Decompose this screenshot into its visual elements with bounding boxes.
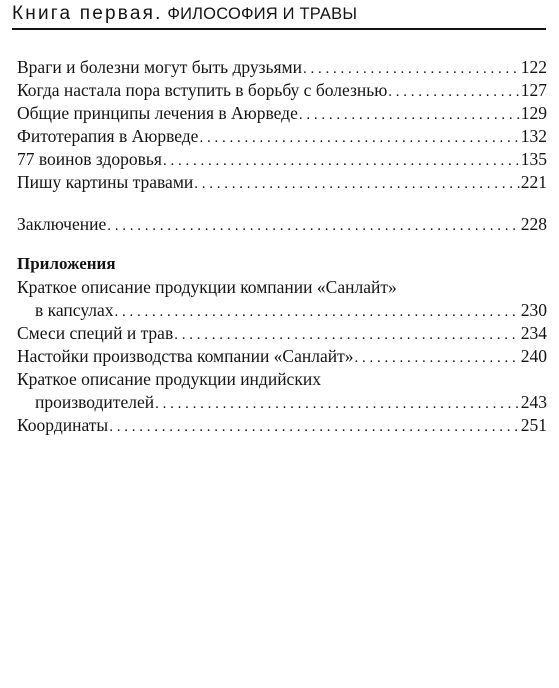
dot-leader <box>303 58 520 81</box>
toc-entry-page: 135 <box>520 149 547 169</box>
dot-leader <box>174 324 520 347</box>
toc-entry-title: Смеси специй и трав <box>17 323 174 343</box>
toc-entry-page: 221 <box>520 172 547 192</box>
toc-entry-conclusion <box>17 213 547 236</box>
toc-entry-page: 228 <box>520 214 547 234</box>
running-header <box>12 2 546 26</box>
section-title: ФИЛОСОФИЯ И ТРАВЫ <box>167 5 358 23</box>
spacer <box>17 236 547 252</box>
toc-entry-title: Когда настала пора вступить в борьбу с болезнью <box>17 80 388 100</box>
dot-leader <box>194 173 519 196</box>
toc-entry-page: 127 <box>520 80 547 100</box>
toc-entry-title-line1: Краткое описание продукции компании «Санлайт» <box>17 277 397 297</box>
table-of-contents <box>17 56 547 437</box>
toc-entry-title: Враги и болезни могут быть друзьями <box>17 57 302 77</box>
toc-entry-page: 230 <box>520 300 547 320</box>
dot-leader <box>299 104 520 127</box>
toc-entry <box>17 56 547 79</box>
toc-entry <box>17 102 547 125</box>
toc-entry-page: 240 <box>520 346 547 366</box>
toc-entry-title-line1: Краткое описание продукции индийских <box>17 369 321 389</box>
appendix-heading: Приложения <box>17 254 116 273</box>
toc-entry-title: Координаты <box>17 415 109 435</box>
toc-entry-page: 132 <box>520 126 547 146</box>
toc-entry-title: Настойки производства компании «Санлайт» <box>17 346 354 366</box>
dot-leader <box>388 81 519 104</box>
toc-entry <box>17 79 547 102</box>
toc-entry-title: Общие принципы лечения в Аюрведе <box>17 103 298 123</box>
toc-entry <box>17 148 547 171</box>
dot-leader <box>109 416 520 439</box>
toc-entry <box>17 414 547 437</box>
toc-entry <box>17 171 547 194</box>
dot-leader <box>155 393 520 416</box>
toc-entry-title: Пишу картины травами <box>17 172 194 192</box>
header-rule <box>12 28 546 30</box>
toc-entry-page: 251 <box>520 415 547 435</box>
toc-entry-title: Фитотерапия в Аюрведе <box>17 126 199 146</box>
dot-leader <box>115 301 520 324</box>
toc-entry <box>17 299 547 322</box>
dot-leader <box>199 127 519 150</box>
toc-entry-title: производителей <box>35 392 155 412</box>
toc-entry-title: Заключение <box>17 214 107 234</box>
spacer <box>17 194 547 213</box>
toc-entry-page: 234 <box>520 323 547 343</box>
toc-entry-title: в капсулах <box>35 300 114 320</box>
toc-entry <box>17 125 547 148</box>
dot-leader <box>163 150 520 173</box>
toc-entry <box>17 345 547 368</box>
book-label: Книга первая. <box>12 3 163 24</box>
toc-entry-page: 129 <box>520 103 547 123</box>
toc-entry-page: 243 <box>520 392 547 412</box>
toc-entry-title: 77 воинов здоровья <box>17 149 162 169</box>
toc-entry <box>17 391 547 414</box>
toc-entry <box>17 322 547 345</box>
dot-leader <box>107 215 520 238</box>
toc-entry-page: 122 <box>520 57 547 77</box>
dot-leader <box>355 347 520 370</box>
